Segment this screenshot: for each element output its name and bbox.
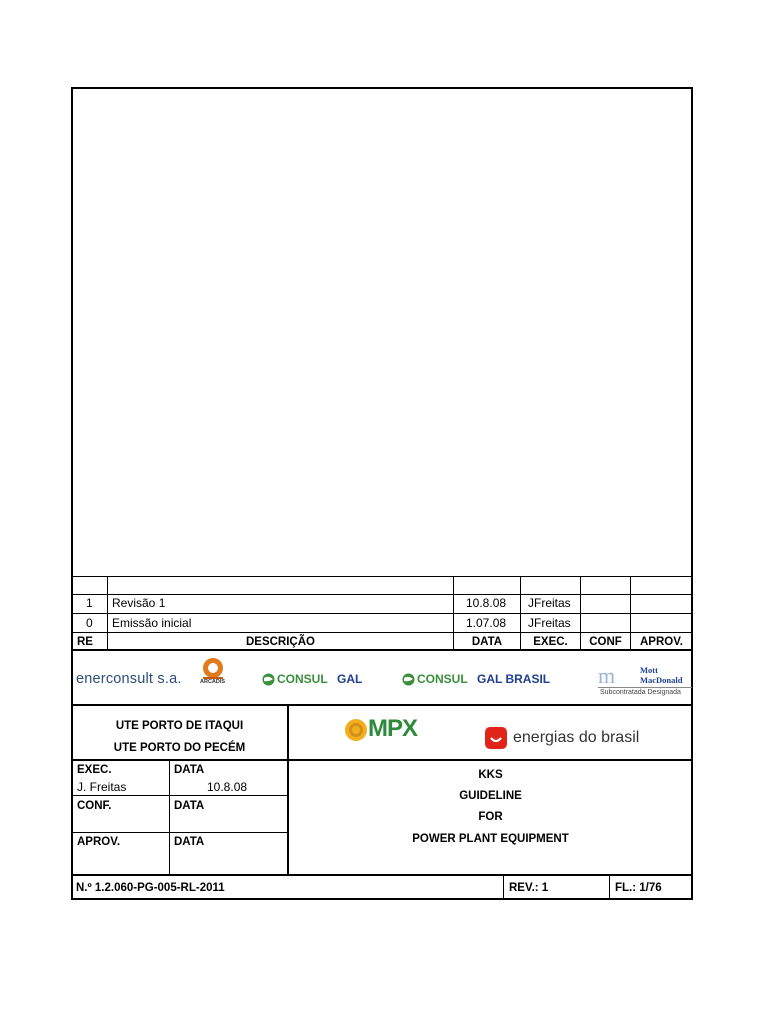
arcadis-wordmark: ARCADIS: [200, 679, 226, 685]
exec-label: EXEC.: [77, 764, 112, 776]
exec-data-label: DATA: [174, 764, 205, 776]
mott-subtitle: Subcontratada Designada: [600, 689, 681, 696]
mott-line2: MacDonald: [640, 675, 683, 685]
mm-mark-icon: m: [598, 663, 616, 688]
aprov-label: APROV.: [77, 836, 121, 848]
header-exec: EXEC.: [533, 636, 568, 648]
consulgal-part1: CONSUL: [277, 672, 328, 686]
conf-data-label: DATA: [174, 800, 205, 812]
exec-name: J. Freitas: [77, 780, 127, 794]
project-line1: UTE PORTO DE ITAQUI: [115, 720, 244, 732]
enerconsult-logo: enerconsult s.a.: [76, 671, 182, 687]
rev-exec: JFreitas: [528, 616, 571, 630]
consulgal-globe-icon: [402, 673, 415, 686]
aprov-data-label: DATA: [174, 836, 205, 848]
header-description: DESCRIÇÃO: [245, 636, 315, 648]
revision-label: REV.: 1: [509, 882, 549, 894]
mpx-sun-icon: [343, 717, 369, 743]
arcadis-logo: [199, 656, 227, 688]
mott-line1: Mott: [640, 665, 658, 675]
exec-date: 10.8.08: [207, 780, 248, 794]
rev-date: 10.8.08: [466, 596, 507, 610]
title-line4: POWER PLANT EQUIPMENT: [412, 833, 569, 845]
rev-exec: JFreitas: [528, 596, 571, 610]
project-line2: UTE PORTO DO PECÉM: [113, 742, 246, 754]
title-line3: FOR: [478, 811, 503, 823]
header-re: RE: [77, 636, 93, 648]
header-conf: CONF: [589, 636, 622, 648]
header-date: DATA: [471, 636, 503, 648]
edp-smile-icon: [485, 727, 507, 749]
rev-number: 0: [86, 616, 93, 630]
edp-wordmark: energias do brasil: [513, 729, 640, 746]
consulgal-brasil-part1: CONSUL: [417, 672, 468, 686]
title-line1: KKS: [478, 769, 503, 781]
consulgal-part2: GAL: [337, 672, 363, 686]
mott-macdonald-logo: [598, 663, 692, 699]
rev-description: Emissão inicial: [112, 616, 192, 630]
title-line2: GUIDELINE: [459, 790, 522, 802]
header-aprov: APROV.: [639, 636, 684, 648]
mpx-wordmark: MPX: [368, 715, 418, 742]
document-number: N.º 1.2.060-PG-005-RL-2011: [76, 882, 225, 894]
rev-date: 1.07.08: [466, 616, 507, 630]
consulgal-brasil-part2: GAL BRASIL: [477, 672, 551, 686]
conf-label: CONF.: [77, 800, 112, 812]
sheet-number: FL.: 1/76: [615, 882, 662, 894]
rev-description: Revisão 1: [112, 596, 166, 610]
consulgal-globe-icon: [262, 673, 275, 686]
rev-number: 1: [86, 596, 93, 610]
